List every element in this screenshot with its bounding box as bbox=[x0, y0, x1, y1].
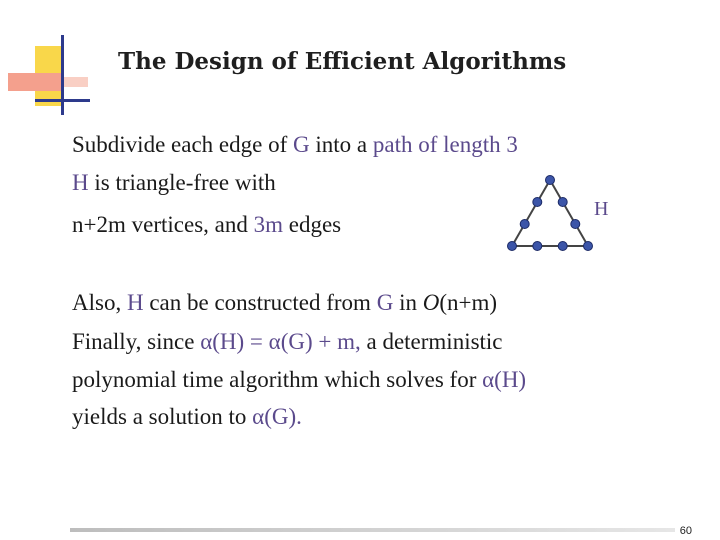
deco-red-band bbox=[8, 73, 63, 91]
body-line-7 bbox=[72, 404, 302, 430]
body-line-5 bbox=[72, 329, 503, 355]
text-segment: G bbox=[292, 132, 310, 157]
graph-node bbox=[558, 242, 567, 251]
triangle-graph-figure bbox=[500, 168, 600, 258]
text-segment: Finally, since bbox=[72, 329, 201, 354]
text-segment: yields a solution to bbox=[72, 404, 253, 429]
page-number: 60 bbox=[679, 525, 692, 537]
text-segment: can be constructed from bbox=[143, 290, 377, 315]
text-segment: edges bbox=[283, 212, 342, 237]
text-segment: 3m bbox=[253, 212, 283, 237]
text-segment: a deterministic bbox=[360, 329, 503, 354]
graph-node bbox=[508, 242, 517, 251]
text-segment: H bbox=[72, 170, 89, 195]
body-line-3 bbox=[72, 212, 341, 238]
graph-nodes bbox=[508, 176, 593, 251]
graph-node bbox=[533, 242, 542, 251]
text-segment: G bbox=[376, 290, 394, 315]
graph-node bbox=[571, 220, 580, 229]
page-title: The Design of Efficient Algorithms bbox=[118, 48, 567, 75]
graph-node bbox=[558, 198, 567, 207]
deco-red-band-light bbox=[63, 77, 88, 87]
graph-node bbox=[584, 242, 593, 251]
graph-node bbox=[533, 198, 542, 207]
text-segment: Also, bbox=[72, 290, 127, 315]
text-segment: α(H) bbox=[482, 367, 527, 392]
text-segment: into a bbox=[309, 132, 373, 157]
text-segment: (n+m) bbox=[439, 290, 498, 315]
text-segment: Subdivide each edge of bbox=[72, 132, 293, 157]
figure-label: H bbox=[594, 198, 609, 220]
text-segment: n+2m bbox=[72, 212, 126, 237]
deco-blue-vertical bbox=[61, 35, 64, 115]
text-segment: O bbox=[422, 290, 440, 315]
deco-blue-horizontal bbox=[35, 99, 90, 102]
text-segment: in bbox=[393, 290, 423, 315]
body-line-1 bbox=[72, 132, 518, 158]
body-line-2 bbox=[72, 170, 276, 196]
triangle-edges bbox=[512, 180, 588, 246]
text-segment: is triangle-free with bbox=[88, 170, 276, 195]
text-segment: α(H) = α(G) + m, bbox=[200, 329, 361, 354]
text-segment: vertices, and bbox=[125, 212, 254, 237]
body-line-4 bbox=[72, 290, 497, 316]
text-segment: polynomial time algorithm which solves for bbox=[72, 367, 483, 392]
text-segment: path of length 3 bbox=[372, 132, 518, 157]
body-line-6 bbox=[72, 367, 526, 393]
graph-node bbox=[520, 220, 529, 229]
footer-divider bbox=[70, 528, 675, 532]
graph-node bbox=[546, 176, 555, 185]
text-segment: α(G). bbox=[252, 404, 302, 429]
text-segment: H bbox=[126, 290, 144, 315]
